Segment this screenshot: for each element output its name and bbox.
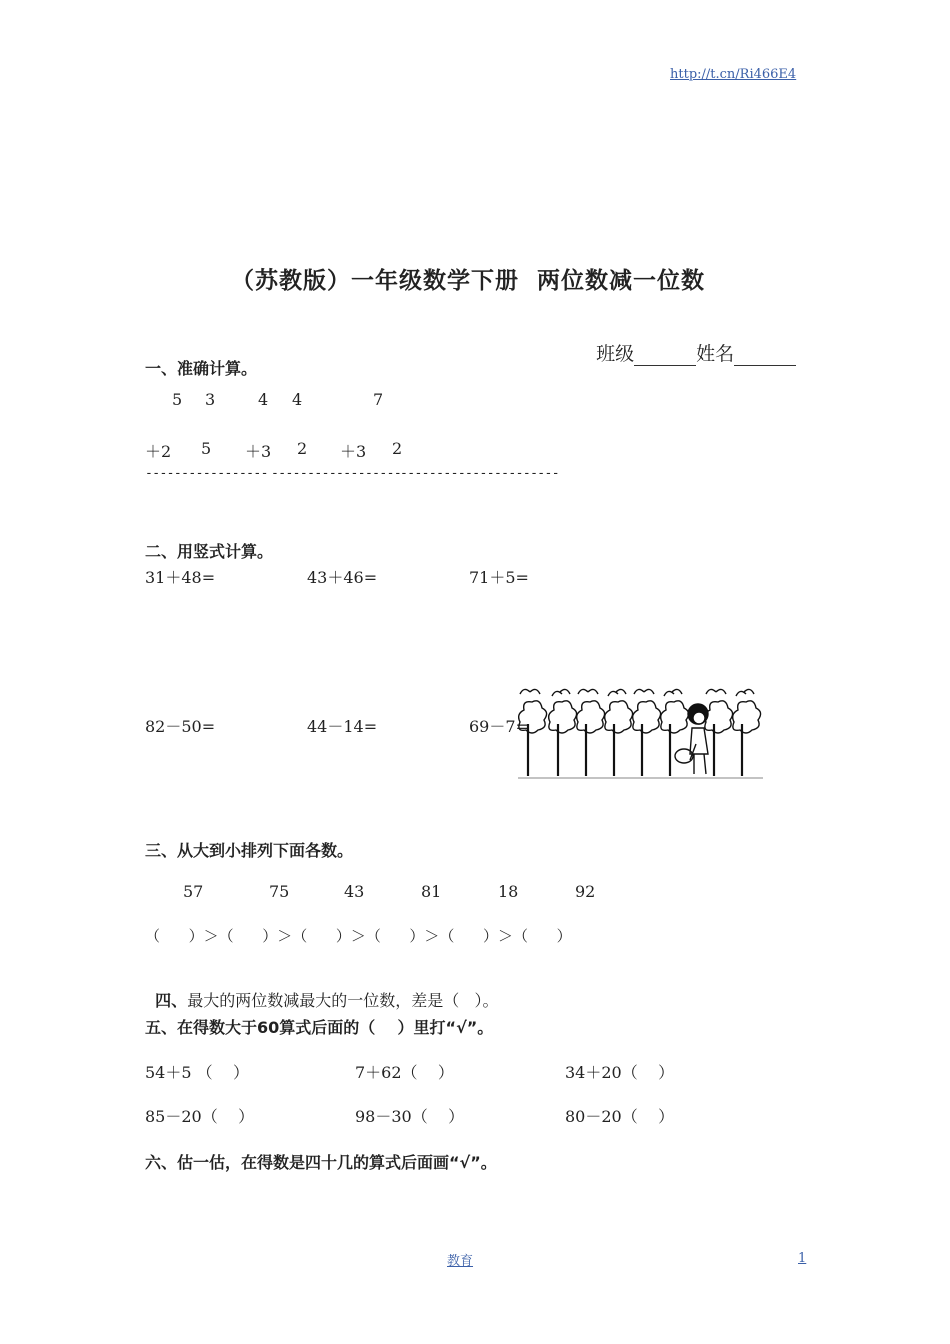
page-title: （苏教版）一年级数学下册 两位数减一位数 [231,268,706,294]
s1-bottom-5: ＋3 [340,442,367,461]
s3-number-1: 57 [183,882,204,901]
s1-bottom-2: 5 [201,439,212,458]
tree-icon [705,689,733,776]
s1-top-2: 3 [205,390,216,409]
class-label: 班级 [596,343,635,365]
s3-number-4: 81 [421,882,442,901]
s3-order-blanks[interactable]: （ ）＞（ ）＞（ ）＞（ ）＞（ ）＞（ ） [145,927,572,945]
class-blank[interactable] [634,347,696,366]
s1-top-1: 5 [172,390,183,409]
s1-dash-3: ---------------------- [400,466,559,481]
s2-expr-3: 71＋5= [469,568,529,587]
s1-top-3: 4 [258,390,269,409]
s5-item-4[interactable]: 85－20（ ） [145,1107,255,1126]
tree-icon [633,689,661,776]
s5-item-2[interactable]: 7＋62（ ） [355,1063,454,1082]
s1-dash-1: ----------------- [145,466,268,481]
section-6-heading: 六、估一估，在得数是四十几的算式后面画“√”。 [145,1153,497,1172]
tree-icon [733,689,761,776]
section-2-heading: 二、用竖式计算。 [145,542,274,561]
tree-icon [605,689,633,776]
s5-item-5[interactable]: 98－30（ ） [355,1107,465,1126]
tree-icon [577,689,605,776]
tree-icon [549,689,577,776]
trees-girl-illustration [518,684,763,784]
s5-item-1[interactable]: 54＋5 （ ） [145,1063,249,1082]
name-blank[interactable] [734,347,796,366]
s4-text: 最大的两位数减最大的一位数，差是（ ）。 [187,991,499,1010]
footer-link[interactable]: 教育 [447,1254,474,1269]
s1-bottom-4: 2 [297,439,308,458]
section-1-heading: 一、准确计算。 [145,359,258,378]
s5-item-3[interactable]: 34＋20（ ） [565,1063,675,1082]
s4-label: 四、 [155,991,188,1010]
s3-number-2: 75 [269,882,290,901]
header-link[interactable]: http://t.cn/Ri466E4 [670,67,797,82]
s1-bottom-1: ＋2 [145,442,172,461]
s3-number-3: 43 [344,882,365,901]
s2-expr-6: 69－7= [469,717,529,736]
s1-top-4: 4 [292,390,303,409]
s2-expr-2: 43＋46= [307,568,378,587]
section-5-heading: 五、在得数大于60算式后面的（ ）里打“√”。 [145,1018,494,1037]
s2-expr-4: 82－50= [145,717,216,736]
s3-number-6: 92 [575,882,596,901]
tree-icon [519,689,547,776]
s2-expr-1: 31＋48= [145,568,216,587]
s1-bottom-3: ＋3 [245,442,272,461]
name-label: 姓名 [696,343,735,365]
s5-item-6[interactable]: 80－20（ ） [565,1107,675,1126]
section-4 [145,969,498,1011]
s3-number-5: 18 [498,882,519,901]
s1-bottom-6: 2 [392,439,403,458]
student-info [584,317,796,366]
page-number: 1 [798,1251,807,1266]
s1-top-5: 7 [373,390,384,409]
s1-dash-2: ------------------ [271,466,402,481]
section-3-heading: 三、从大到小排列下面各数。 [145,841,354,860]
s2-expr-5: 44－14= [307,717,378,736]
girl-icon [675,704,708,774]
